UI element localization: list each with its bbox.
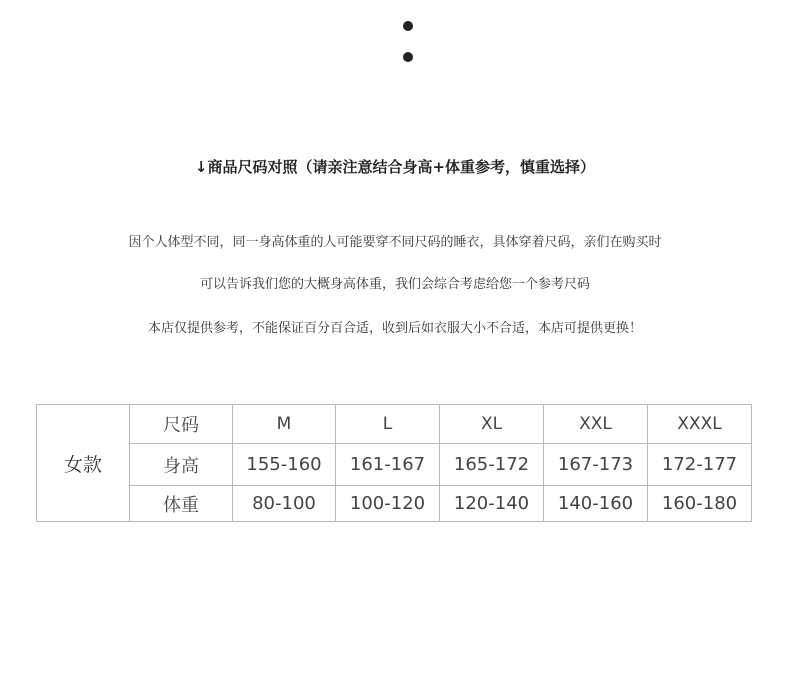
height-label-cell: 身高: [130, 444, 233, 486]
size-chart-table: [36, 404, 752, 522]
weight-cell: 160-180: [648, 486, 752, 522]
size-row: [37, 405, 752, 444]
size-cell: XXXL: [648, 405, 752, 444]
weight-cell: 100-120: [336, 486, 440, 522]
height-cell: 165-172: [440, 444, 544, 486]
size-label-cell: 尺码: [130, 405, 233, 444]
intro-paragraph-3: 本店仅提供参考，不能保证百分百合适，收到后如衣服大小不合适，本店可提供更换！: [147, 321, 642, 336]
decorative-dot-top: [403, 21, 413, 31]
height-cell: 155-160: [233, 444, 336, 486]
size-cell: L: [336, 405, 440, 444]
height-row: [37, 444, 752, 486]
size-cell: M: [233, 405, 336, 444]
intro-paragraph-2: 可以告诉我们您的大概身高体重，我们会综合考虑给您一个参考尺码: [199, 277, 590, 292]
size-cell: XXL: [544, 405, 648, 444]
intro-paragraph-1: 因个人体型不同，同一身高体重的人可能要穿不同尺码的睡衣，具体穿着尺码，亲们在购买时: [128, 235, 662, 250]
weight-cell: 80-100: [233, 486, 336, 522]
weight-label-cell: 体重: [130, 486, 233, 522]
weight-row: [37, 486, 752, 522]
gender-cell: 女款: [37, 405, 130, 522]
weight-cell: 120-140: [440, 486, 544, 522]
weight-cell: 140-160: [544, 486, 648, 522]
height-cell: 172-177: [648, 444, 752, 486]
section-title: ↓商品尺码对照（请亲注意结合身高+体重参考，慎重选择）: [194, 158, 596, 176]
size-cell: XL: [440, 405, 544, 444]
height-cell: 161-167: [336, 444, 440, 486]
decorative-dot-bottom: [403, 52, 413, 62]
height-cell: 167-173: [544, 444, 648, 486]
